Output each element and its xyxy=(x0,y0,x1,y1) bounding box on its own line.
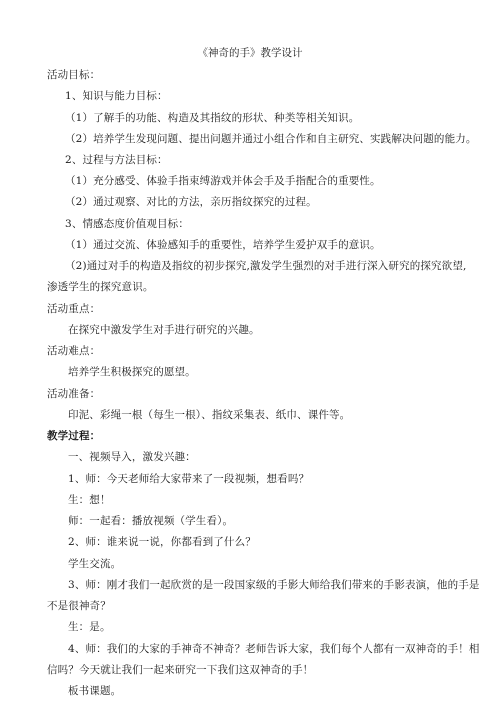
paragraph-line: 板书课题。 xyxy=(68,685,122,697)
paragraph-line: 生：是。 xyxy=(68,621,111,634)
paragraph-line: 4、师：我们的大家的手神奇不神奇？老师告诉大家，我们每个人都有一双神奇的手！相 xyxy=(68,642,480,655)
paragraph-line: 3、师：刚才我们一起欣赏的是一段国家级的手影大师给我们带来的手影表演，他的手是 xyxy=(68,578,480,591)
paragraph-line: （2）通过观察、对比的方法，亲历指纹探究的过程。 xyxy=(65,196,317,209)
subheading-video-intro: 一、视频导入，激发兴趣： xyxy=(68,451,196,464)
paragraph-line: （1）充分感受、体验手指束缚游戏并体会手及手指配合的重要性。 xyxy=(65,175,381,188)
paragraph-line-continued: 不是很神奇？ xyxy=(47,600,111,612)
document-title: 《神奇的手》教学设计 xyxy=(197,47,303,59)
paragraph-line: （1）了解手的功能、构造及其指纹的形状、种类等相关知识。 xyxy=(65,111,360,124)
paragraph-line: （2）培养学生发现问题、提出问题并通过小组合作和自主研究、实践解决问题的能力。 xyxy=(65,132,477,145)
section-heading-key-point: 活动重点： xyxy=(47,302,101,315)
section-heading-teaching-process: 教学过程： xyxy=(47,430,101,443)
paragraph-line-continued: 渗透学生的探究意识。 xyxy=(47,281,154,294)
paragraph-line: 印泥、彩绳一根（每生一根）、指纹采集表、纸巾、课件等。 xyxy=(68,408,351,421)
paragraph-line: 学生交流。 xyxy=(68,557,122,570)
paragraph-line: 在探究中激发学生对手进行研究的兴趣。 xyxy=(68,323,260,336)
paragraph-line: 2、师：谁来说一说，你都看到了什么？ xyxy=(68,536,256,549)
subheading-process-method: 2、过程与方法目标： xyxy=(65,154,168,166)
paragraph-line: （2)通过对手的构造及指纹的初步探究,激发学生强烈的对手进行深入研究的探究欲望, xyxy=(65,260,467,273)
section-heading-objectives: 活动目标： xyxy=(47,69,101,81)
section-heading-preparation: 活动准备： xyxy=(47,387,101,400)
subheading-emotion-values: 3、情感态度价值观目标： xyxy=(65,217,189,230)
paragraph-line: 培养学生积极探究的愿望。 xyxy=(68,366,196,379)
subheading-knowledge-ability: 1、知识与能力目标： xyxy=(65,90,168,103)
paragraph-line: 1、师：今天老师给大家带来了一段视频，想看吗？ xyxy=(68,472,310,485)
paragraph-line: 生：想！ xyxy=(68,493,111,506)
paragraph-line: 师：一起看：播放视频（学生看）。 xyxy=(68,515,234,528)
section-heading-difficulty: 活动难点： xyxy=(47,345,101,358)
paragraph-line-continued: 信吗？今天就让我们一起来研究一下我们这双神奇的手！ xyxy=(47,663,314,676)
paragraph-line: （1）通过交流、体验感知手的重要性，培养学生爱护双手的意识。 xyxy=(65,238,381,251)
